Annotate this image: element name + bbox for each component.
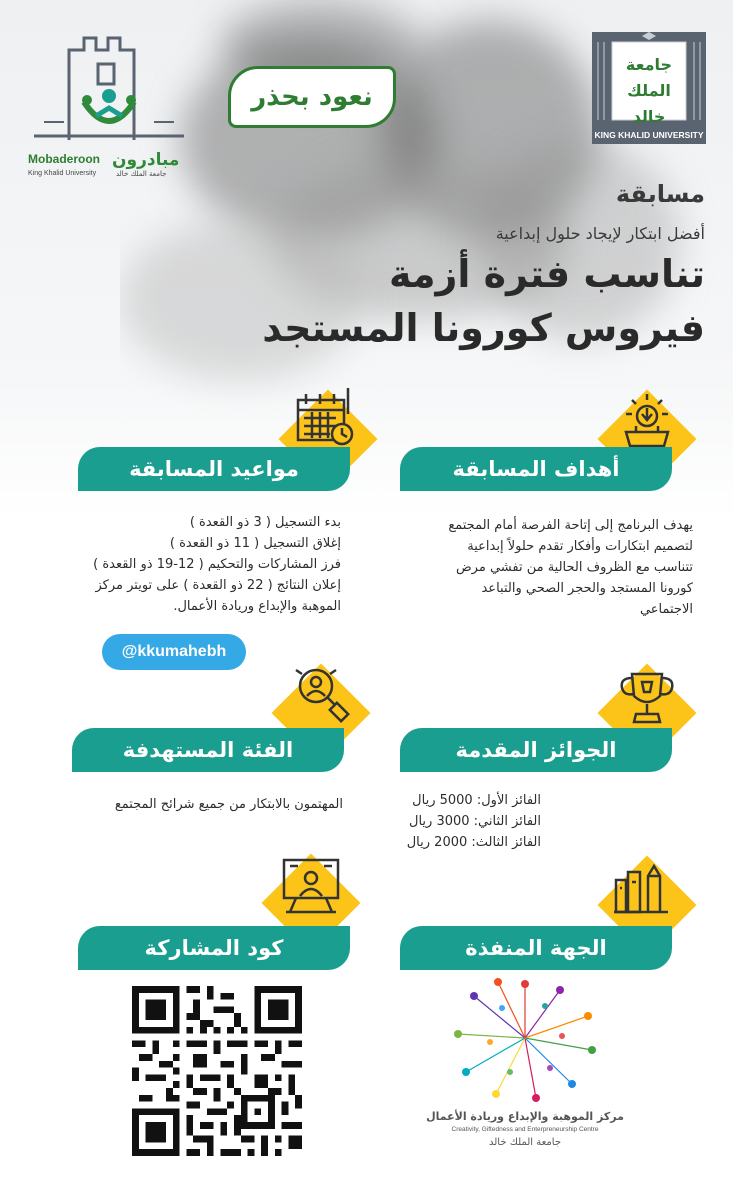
goals-line: الاجتماعي (639, 602, 693, 617)
competition-subtitle: أفضل ابتكار لإيجاد حلول إبداعية (495, 224, 705, 243)
dates-title: مواعيد المسابقة (129, 457, 299, 481)
mobaderoon-arabic: مبادرون (112, 150, 180, 170)
code-title: كود المشاركة (144, 936, 284, 960)
goals-line: كورونا المستجد والحجر الصحي والتباعد (481, 581, 693, 596)
dates-line: بدء التسجيل ( 3 ذو القعدة ) (189, 515, 341, 530)
kku-logo (592, 32, 706, 144)
goals-banner (400, 447, 672, 491)
magnifier-person-icon (286, 660, 356, 730)
dates-line: إغلاق التسجيل ( 11 ذو القعدة ) (169, 536, 341, 551)
qr-code-icon (132, 986, 302, 1156)
audience-banner (72, 728, 344, 772)
mobaderoon-english: Mobaderoon (28, 152, 100, 166)
cgec-university: جامعة الملك خالد (489, 1137, 561, 1148)
mobaderoon-sub-arabic: جامعة الملك خالد (116, 170, 167, 178)
presenter-screen-icon (276, 852, 346, 922)
castle-emblem-icon (24, 30, 194, 148)
code-banner (78, 926, 350, 970)
twitter-handle-link[interactable]: @kkumahebh (102, 634, 246, 670)
goals-text (448, 515, 693, 620)
organizer-banner (400, 926, 672, 970)
prize-line: الفائز الأول: 5000 ريال (412, 793, 541, 808)
goals-line: لتصميم ابتكارات وأفكار تقدم حلولاً إبداعية (467, 539, 693, 554)
cgec-name-english: Creativity, Giftedness and Enterpreneurship Centre (451, 1126, 599, 1133)
dates-line: فرز المشاركات والتحكيم ( 12-19 ذو القعدة ) (93, 557, 341, 572)
dates-banner (78, 447, 350, 491)
trophy-icon (612, 664, 682, 734)
prizes-text (407, 790, 541, 853)
competition-label: مسابقة (615, 180, 705, 208)
calendar-clock-icon (290, 384, 360, 454)
campaign-logo (228, 66, 396, 128)
mobaderoon-sub-english: King Khalid University (28, 170, 97, 177)
cgec-logo-icon (450, 976, 600, 1106)
mobaderoon-logo (24, 30, 194, 190)
goals-line: يهدف البرنامج إلى إتاحة الفرصة أمام المجتمع (448, 518, 693, 533)
title-line-1: تناسب فترة أزمة (388, 252, 705, 296)
organizer-title: الجهة المنفذة (465, 936, 607, 960)
audience-line: المهتمون بالابتكار من جميع شرائح المجتمع (114, 797, 343, 812)
audience-title: الفئة المستهدفة (122, 738, 294, 762)
dates-line: الموهبة والإبداع وريادة الأعمال. (173, 599, 341, 614)
campaign-text: نعود بحذر (251, 82, 373, 112)
qr-code[interactable] (132, 986, 302, 1156)
kku-arabic: جامعة الملك خالد (625, 55, 673, 126)
audience-text (115, 794, 343, 815)
prize-line: الفائز الثالث: 2000 ريال (406, 835, 541, 850)
cgec-name-arabic: مركز الموهبة والإبداع وريادة الأعمال (426, 1110, 624, 1123)
kku-english: KING KHALID UNIVERSITY (594, 130, 704, 140)
prize-line: الفائز الثاني: 3000 ريال (409, 814, 541, 829)
books-pencil-icon (606, 856, 676, 926)
title-line-2: فيروس كورونا المستجد (262, 306, 705, 350)
dates-line: إعلان النتائج ( 22 ذو القعدة ) على تويتر مركز (95, 578, 341, 593)
goals-title: أهداف المسابقة (452, 457, 620, 481)
goals-line: تتناسب مع الظروف الحالية من تفشي مرض (455, 560, 693, 575)
prizes-banner (400, 728, 672, 772)
prizes-title: الجوائز المقدمة (455, 738, 617, 762)
dates-text (93, 512, 341, 617)
